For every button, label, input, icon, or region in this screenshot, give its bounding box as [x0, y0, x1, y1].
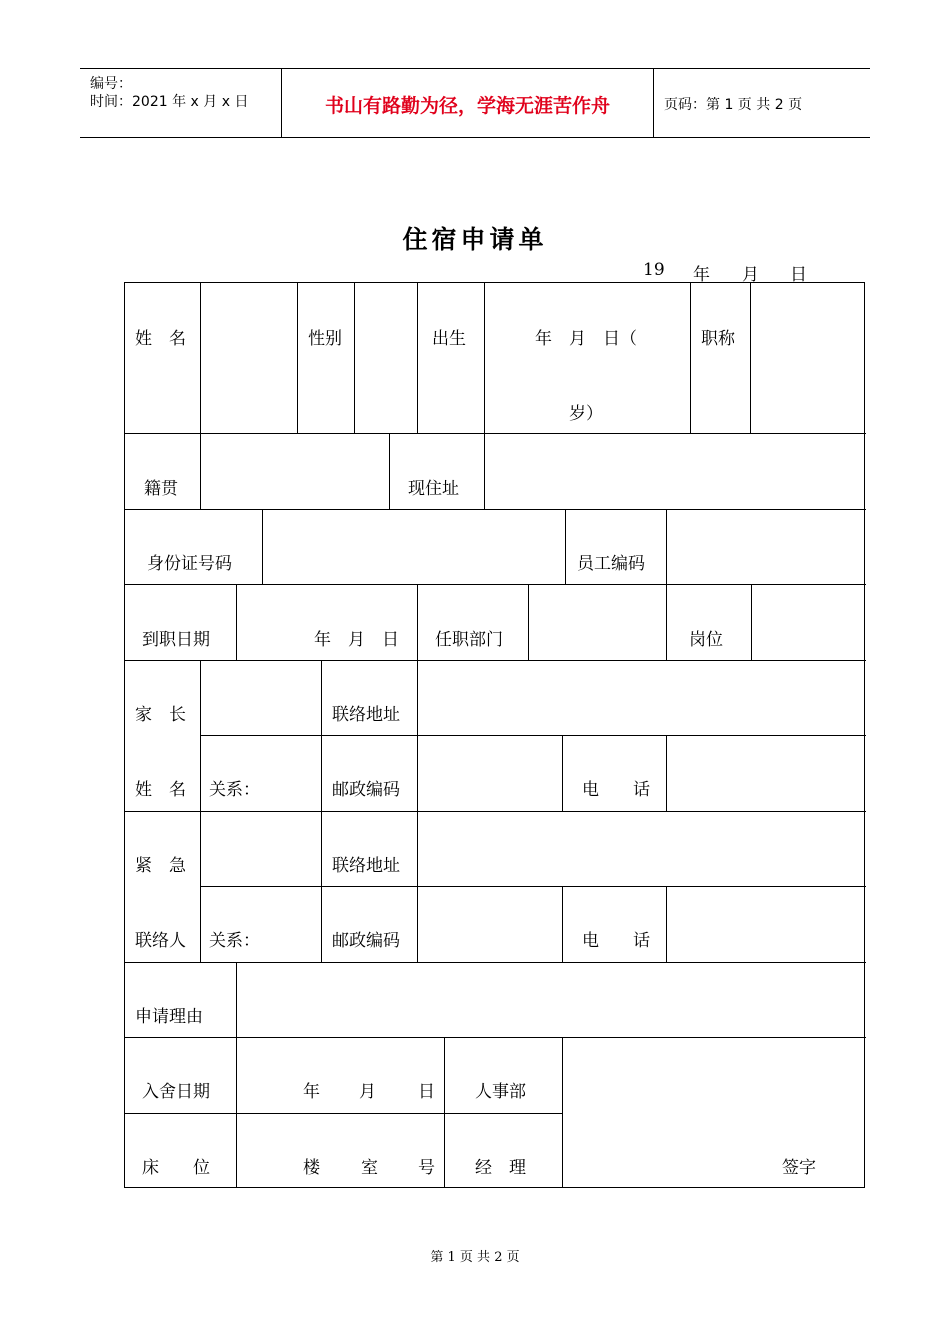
cell-divider — [666, 509, 667, 584]
parent-relation-label: 关系： — [209, 780, 260, 800]
date-month-label: 月 — [742, 265, 759, 285]
date-year-label: 年 — [693, 265, 710, 285]
application-reason-label: 申请理由 — [135, 1007, 203, 1027]
birth-age-label: 岁） — [569, 404, 603, 424]
bed-label: 床 位 — [142, 1158, 210, 1178]
document-time-label: 时间：2021 年 x 月 x 日 — [90, 94, 249, 110]
date-day-label: 日 — [790, 265, 807, 285]
accommodation-form-table — [124, 282, 865, 1188]
cell-divider — [236, 584, 237, 660]
parent-label-top: 家 长 — [135, 705, 186, 725]
row-divider — [125, 1113, 562, 1114]
cell-divider — [389, 433, 390, 509]
row-divider — [201, 735, 866, 736]
start-date-label: 到职日期 — [142, 630, 210, 650]
room-label: 室 — [361, 1158, 378, 1178]
row-divider — [125, 811, 866, 812]
cell-divider — [236, 1037, 237, 1188]
row-divider — [201, 886, 866, 887]
parent-label-bottom: 姓 名 — [135, 780, 186, 800]
manager-label: 经 理 — [475, 1158, 526, 1178]
birth-date-label: 年 月 日（ — [535, 329, 637, 349]
emergency-postal-code-label: 邮政编码 — [332, 931, 400, 951]
parent-contact-address-label: 联络地址 — [332, 705, 400, 725]
cell-divider — [751, 584, 752, 660]
id-number-label: 身份证号码 — [147, 554, 232, 574]
employee-id-label: 员工编码 — [577, 554, 645, 574]
cell-divider — [666, 735, 667, 811]
cell-divider — [565, 509, 566, 584]
signature-label: 签字 — [782, 1158, 816, 1178]
page-footer: 第 1 页 共 2 页 — [430, 1250, 520, 1265]
parent-phone-label: 电 话 — [582, 780, 650, 800]
emergency-label-bottom: 联络人 — [135, 931, 186, 951]
name-label: 姓 名 — [135, 329, 186, 349]
cell-divider — [200, 660, 201, 962]
gender-label: 性别 — [308, 329, 342, 349]
cell-divider — [417, 584, 418, 660]
building-label: 楼 — [303, 1158, 320, 1178]
header-page-cell — [654, 69, 870, 137]
document-header — [80, 68, 870, 138]
cell-divider — [354, 283, 355, 433]
birth-label: 出生 — [432, 329, 466, 349]
cell-divider — [528, 584, 529, 660]
header-meta-cell — [80, 69, 282, 137]
emergency-relation-label: 关系： — [209, 931, 260, 951]
cell-divider — [200, 283, 201, 433]
hr-department-label: 人事部 — [475, 1082, 526, 1102]
emergency-phone-label: 电 话 — [582, 931, 650, 951]
checkin-day-label: 日 — [418, 1082, 435, 1102]
job-title-label: 职称 — [701, 329, 735, 349]
checkin-year-label: 年 — [303, 1082, 320, 1102]
current-address-label: 现住址 — [408, 479, 459, 499]
header-motto: 书山有路勤为径，学海无涯苦作舟 — [324, 95, 610, 117]
cell-divider — [562, 735, 563, 811]
cell-divider — [262, 509, 263, 584]
document-number-label: 编号： — [90, 76, 132, 92]
cell-divider — [562, 886, 563, 962]
row-divider — [125, 433, 866, 434]
department-label: 任职部门 — [435, 630, 503, 650]
cell-divider — [417, 283, 418, 433]
cell-divider — [484, 283, 485, 433]
emergency-contact-address-label: 联络地址 — [332, 856, 400, 876]
position-label: 岗位 — [689, 630, 723, 650]
row-divider — [125, 660, 866, 661]
cell-divider — [690, 283, 691, 433]
cell-divider — [444, 1037, 445, 1188]
header-motto-cell — [282, 69, 654, 137]
cell-divider — [484, 433, 485, 509]
start-date-ymd: 年 月 日 — [314, 630, 399, 650]
native-place-label: 籍贯 — [144, 479, 178, 499]
header-page-info: 页码：第 1 页 共 2 页 — [664, 97, 803, 113]
number-label: 号 — [418, 1158, 435, 1178]
emergency-label-top: 紧 急 — [135, 856, 186, 876]
cell-divider — [417, 660, 418, 962]
cell-divider — [236, 962, 237, 1037]
cell-divider — [666, 584, 667, 660]
cell-divider — [321, 660, 322, 962]
parent-postal-code-label: 邮政编码 — [332, 780, 400, 800]
row-divider — [125, 509, 866, 510]
checkin-date-label: 入舍日期 — [142, 1082, 210, 1102]
cell-divider — [750, 283, 751, 433]
cell-divider — [666, 886, 667, 962]
form-title: 住宿申请单 — [402, 225, 548, 254]
checkin-month-label: 月 — [359, 1082, 376, 1102]
date-year-prefix: 19 — [643, 260, 665, 280]
cell-divider — [562, 1037, 563, 1188]
cell-divider — [200, 433, 201, 509]
cell-divider — [297, 283, 298, 433]
